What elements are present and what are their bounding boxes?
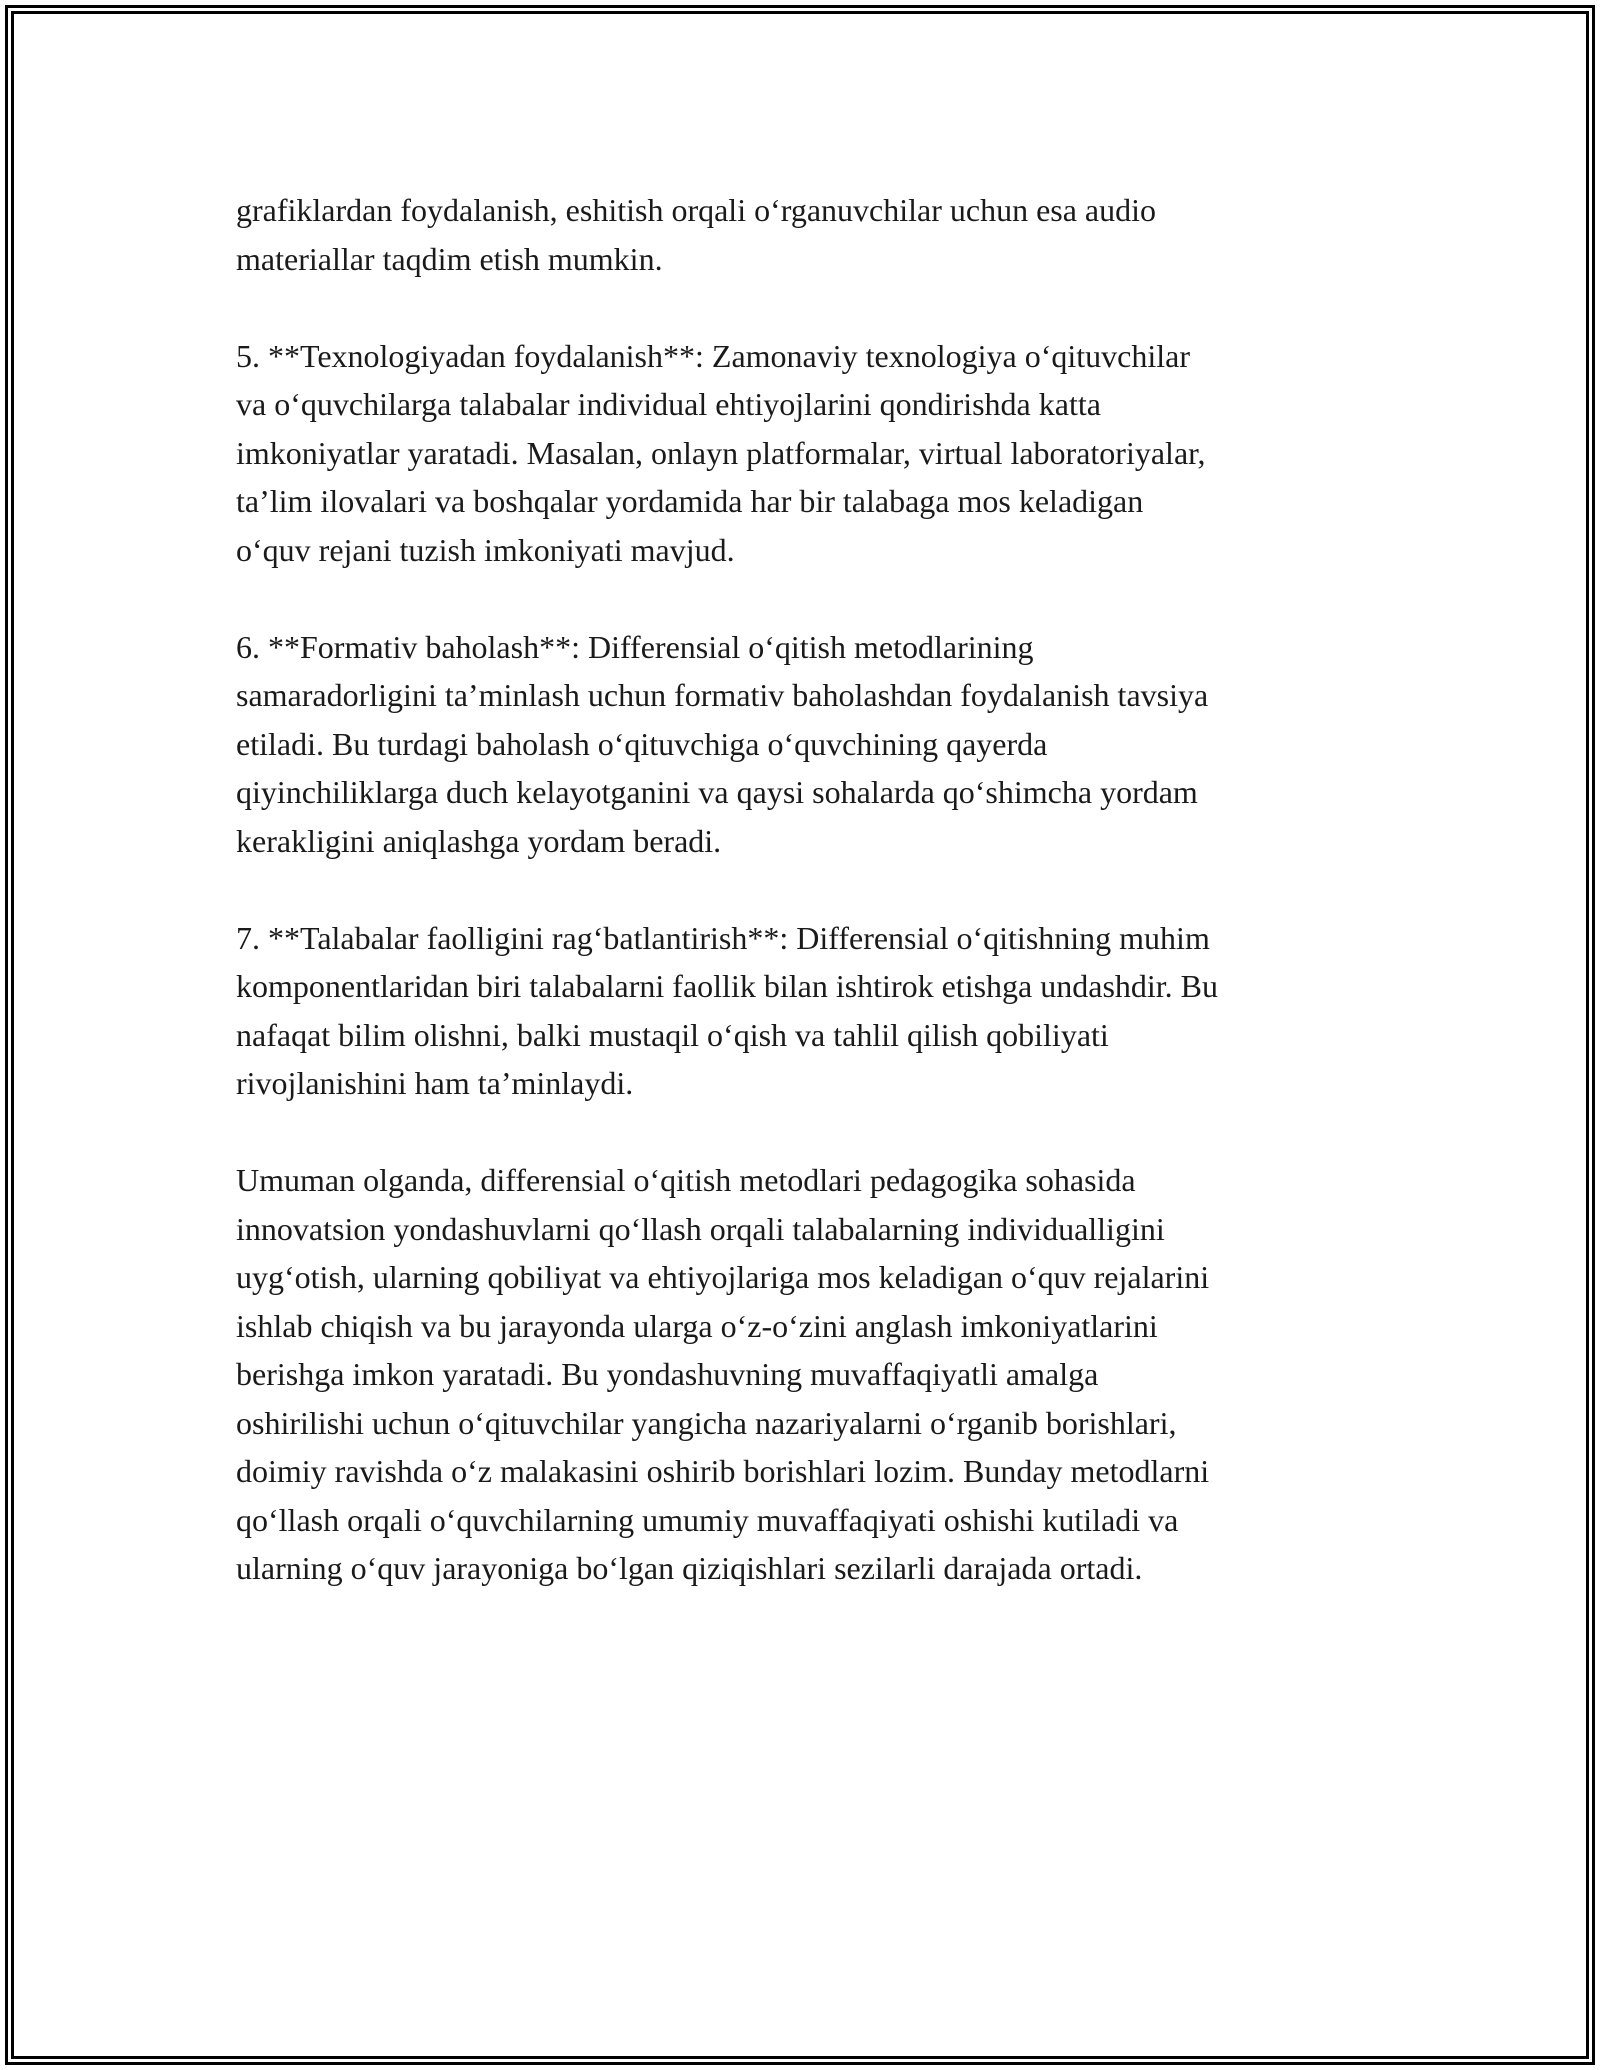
text-line: ishlab chiqish va bu jarayonda ularga o‘z-o‘zini anglash imkoniyatlarini [236, 1307, 1158, 1344]
text-line: imkoniyatlar yaratadi. Masalan, onlayn platformalar, virtual laboratoriyalar, [236, 434, 1206, 471]
text-line: o‘quv rejani tuzish imkoniyati mavjud. [236, 531, 735, 568]
paragraph-conclusion [236, 1156, 1396, 1593]
document-body [236, 186, 1396, 1593]
text-line: 6. **Formativ baholash**: Differensial o‘qitish metodlarining [236, 628, 1034, 665]
text-line: 5. **Texnologiyadan foydalanish**: Zamonaviy texnologiya o‘qituvchilar [236, 337, 1190, 374]
paragraph-item-5 [236, 332, 1396, 575]
paragraph-spacer [236, 1108, 1396, 1157]
text-line: ularning o‘quv jarayoniga bo‘lgan qiziqishlari sezilarli darajada ortadi. [236, 1550, 1143, 1586]
text-line: doimiy ravishda o‘z malakasini oshirib borishlari lozim. Bunday metodlarni [236, 1453, 1210, 1489]
text-line: kerakligini aniqlashga yordam beradi. [236, 822, 722, 859]
text-line: qiyinchiliklarga duch kelayotganini va qaysi sohalarda qo‘shimcha yordam [236, 774, 1198, 810]
text-line: komponentlaridan biri talabalarni faollik bilan ishtirok etishga undashdir. Bu [236, 968, 1219, 1004]
text-line: grafiklardan foydalanish, eshitish orqali o‘rganuvchilar uchun esa audio [236, 192, 1157, 228]
paragraph-item-6 [236, 623, 1396, 866]
text-line: nafaqat bilim olishni, balki mustaqil o‘qish va tahlil qilish qobiliyati [236, 1016, 1109, 1053]
text-line: qo‘llash orqali o‘quvchilarning umumiy muvaffaqiyati oshishi kutiladi va [236, 1501, 1179, 1538]
text-line: Umuman olganda, differensial o‘qitish metodlari pedagogika sohasida [236, 1162, 1136, 1198]
paragraph-spacer [236, 865, 1396, 914]
text-line: etiladi. Bu turdagi baholash o‘qituvchiga o‘quvchining qayerda [236, 725, 1048, 762]
text-line: materiallar taqdim etish mumkin. [236, 240, 663, 277]
text-line: ta’lim ilovalari va boshqalar yordamida har bir talabaga mos keladigan [236, 483, 1144, 519]
text-line: rivojlanishini ham ta’minlaydi. [236, 1065, 634, 1101]
paragraph-item-7 [236, 914, 1396, 1108]
text-line: berishga imkon yaratadi. Bu yondashuvning muvaffaqiyatli amalga [236, 1356, 1099, 1392]
text-line: va o‘quvchilarga talabalar individual ehtiyojlarini qondirishda katta [236, 386, 1101, 422]
paragraph-spacer [236, 574, 1396, 623]
paragraph-spacer [236, 283, 1396, 332]
text-line: samaradorligini ta’minlash uchun formativ baholashdan foydalanish tavsiya [236, 677, 1209, 713]
text-line: uyg‘otish, ularning qobiliyat va ehtiyojlariga mos keladigan o‘quv rejalarini [236, 1259, 1210, 1295]
text-line: oshirilishi uchun o‘qituvchilar yangicha nazariyalarni o‘rganib borishlari, [236, 1404, 1177, 1441]
paragraph-intro-continuation [236, 186, 1396, 283]
text-line: innovatsion yondashuvlarni qo‘llash orqali talabalarning individualligini [236, 1210, 1165, 1247]
text-line: 7. **Talabalar faolligini rag‘batlantirish**: Differensial o‘qitishning muhim [236, 919, 1210, 956]
